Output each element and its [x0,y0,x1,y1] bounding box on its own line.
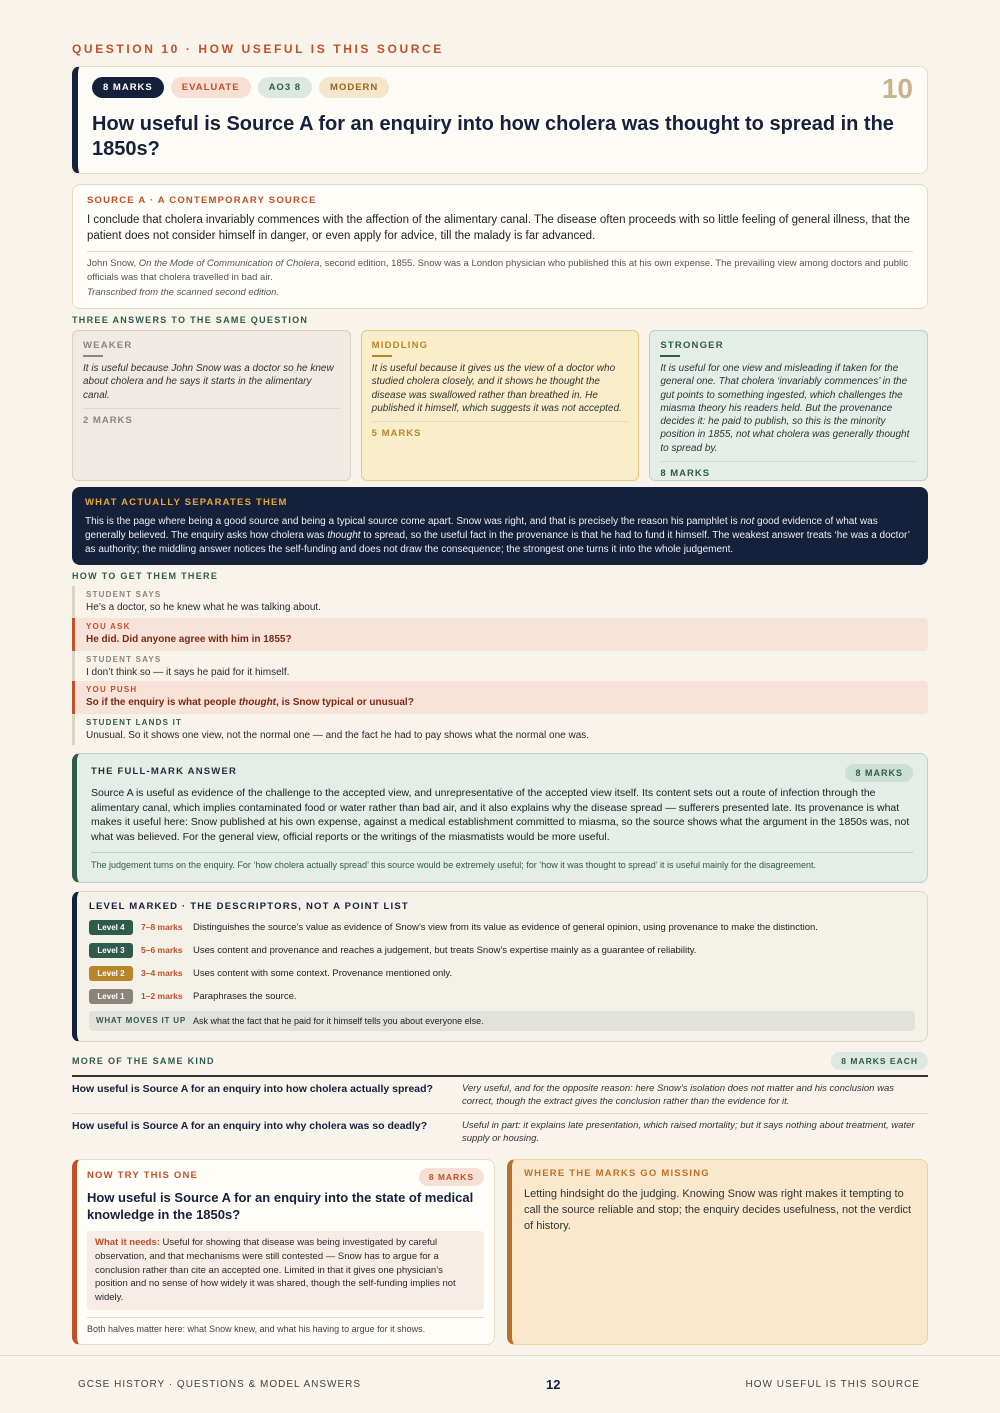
speaker-label: STUDENT SAYS [86,590,162,599]
level-badge: Level 4 [89,920,133,935]
more-answer: Useful in part: it explains late presentation, which raised mortality; but it says nothing about treatment, water supply or housing. [462,1120,915,1144]
speaker-line: Unusual. So it shows one view, not the normal one — and the fact he had to pay shows what the normal one was. [86,730,590,741]
separates-panel [72,487,928,565]
attribution-author: John Snow, [87,258,139,269]
more-list [72,1077,928,1150]
more-badge: 8 MARKS EACH [831,1052,928,1070]
separates-part: good evidence of what was generally believed. The enquiry asks how cholera was [85,516,878,541]
more-question: How useful is Source A for an enquiry into why cholera was so deadly? [72,1120,428,1132]
dialogue-turn-student [72,651,928,681]
divider [372,355,392,357]
dialogue [72,586,928,745]
question-card [72,66,928,174]
level-row [89,942,915,958]
speaker-line [86,696,914,710]
dialogue-turn-teacher [72,618,928,651]
separates-text [85,515,915,557]
speaker-label: YOU ASK [86,622,131,631]
attribution-detail: , second edition, 1855. Snow was a London physician who published this at his own expense. The prevailing view among doctors and public officials was that cholera travelled in bad air. [87,258,909,283]
level-row [89,988,915,1004]
levels-label: LEVEL MARKED · THE DESCRIPTORS, NOT A POINT LIST [89,901,409,912]
separates-label: WHAT ACTUALLY SEPARATES THEM [85,497,288,508]
level-row [89,965,915,981]
level-badge: Level 3 [89,943,133,958]
answer-text: It is useful because John Snow was a doctor so he knew about cholera and he says it starts in the alimentary canal. [83,362,340,409]
full-mark-badge: 8 MARKS [845,764,913,782]
try-marks-badge: 8 MARKS [419,1168,484,1186]
speaker-line: He’s a doctor, so he knew what he was talking about. [86,602,321,613]
footer-left: GCSE HISTORY · QUESTIONS & MODEL ANSWERS [78,1379,362,1390]
moves-label: WHAT MOVES IT UP [96,1016,186,1025]
more-answer: Very useful, and for the opposite reason: here Snow’s isolation does not matter and his conclusion was correct, though the extract gives the conclusion rather than the evidence for it. [462,1083,894,1107]
answer-marks: 8 MARKS [660,468,711,480]
answer-middling [361,330,640,481]
line-part: , is Snow typical or unusual? [276,697,414,708]
more-row [72,1114,928,1150]
source-card [72,184,928,309]
level-range: 1–2 marks [141,991,183,1001]
dialogue-heading: HOW TO GET THEM THERE [72,571,219,581]
level-range: 7–8 marks [141,922,183,932]
dialogue-turn-student-final [72,714,928,745]
try-this-card [72,1159,495,1345]
separates-part: to spread, so the useful fact in the provenance is that he had to fund it himself. The weakest answer treats ‘he was a doctor’ as authority; the middling answer notices the self-funding and does not draw the consequence; the strongest one turns it into the whole judgement. [85,530,910,555]
answer-text: It is useful for one view and misleading if taken for the general one. That cholera ‘invariably commences’ in the gut points to something ingested, which challenges the miasma theory his readers held. But the provenance decides it: he paid to publish, so this is the minority position in 1855, not what cholera was generally thought to spread by. [660,362,917,462]
answer-label: WEAKER [83,340,133,351]
speaker-line: I don’t think so — it says he paid for it himself. [86,667,290,678]
dialogue-turn-teacher [72,681,928,714]
period-tag: MODERN [319,77,389,98]
try-question: How useful is Source A for an enquiry into the state of medical knowledge in the 1850s? [87,1190,474,1222]
ao-tag: AO3 8 [258,77,312,98]
level-badge: Level 1 [89,989,133,1004]
level-description: Paraphrases the source. [193,990,297,1002]
level-descriptors [72,891,928,1042]
speaker-line: He did. Did anyone agree with him in 1855? [86,634,292,645]
separates-emphasis: thought [327,530,361,541]
try-needs [87,1231,484,1310]
marks-missing-card [507,1159,928,1345]
attribution-title: On the Mode of Communication of Cholera [138,258,320,269]
footer-right: HOW USEFUL IS THIS SOURCE [745,1379,920,1390]
level-badge: Level 2 [89,966,133,981]
question-title: How useful is Source A for an enquiry into how cholera was thought to spread in the 1850s? [92,113,894,160]
speaker-label: YOU PUSH [86,685,138,694]
answer-marks: 2 MARKS [83,414,133,426]
source-attribution [87,251,913,285]
more-heading-row [72,1052,928,1077]
separates-emphasis: not [740,516,755,527]
speaker-label: STUDENT SAYS [86,655,162,664]
answer-label: MIDDLING [371,340,429,351]
answers-grid [72,330,928,481]
answer-stronger [649,330,928,481]
try-label: NOW TRY THIS ONE [87,1170,199,1181]
answer-label: STRONGER [660,340,724,351]
separates-part: This is the page where being a good source and being a typical source come apart. Snow was right, and that is precisely the reason his pamphlet is [85,516,741,527]
level-description: Uses content and provenance and reaches a judgement, but treats Snow’s expertise mainly as a guarantee of reliability. [193,944,697,956]
full-mark-note: The judgement turns on the enquiry. For ‘how cholera actually spread’ this source would be extremely useful; for ‘how it was thought to spread’ it is useful mainly for the disagreement. [91,852,913,870]
line-emphasis: thought [238,697,277,708]
section-kicker: QUESTION 10 · HOW USEFUL IS THIS SOURCE [72,42,444,56]
question-number: 10 [881,73,913,104]
source-label: SOURCE A · A CONTEMPORARY SOURCE [87,195,317,206]
more-row [72,1077,928,1114]
full-mark-text: Source A is useful as evidence of the challenge to the accepted view, and unrepresentative of the accepted view itself. Its content sets out a route of infection through the alimentary canal, which implies contaminated food or water rather than bad air, and it also explains why the disease spread — sufferers presented late. Its provenance is what makes it useful here: Snow published at his own expense, against a medical establishment committed to miasma, so the source shows what the argument in the 1850s was, not what was believed. For the general view, official reports or the writings of the miasmatists would be more useful. [91,787,910,843]
speaker-label: STUDENT LANDS IT [86,718,183,727]
marks-tag: 8 MARKS [92,77,164,98]
full-mark-label: THE FULL-MARK ANSWER [91,766,238,777]
needs-text: Useful for showing that disease was being investigated by careful observation, and that mechanisms were still contested — Snow has to argue for a conclusion rather than cite an accepted one. Limited in that it gives one physician’s position and no sense of how widely it was shared, though the self-funding implies not widely. [95,1237,456,1304]
answers-heading: THREE ANSWERS TO THE SAME QUESTION [72,315,309,325]
full-mark-answer [72,753,928,883]
source-transcription-note: Transcribed from the scanned second edition. [87,287,280,298]
level-row [89,919,915,935]
level-range: 3–4 marks [141,968,183,978]
answer-marks: 5 MARKS [371,428,422,440]
moves-it-up [89,1011,915,1031]
missing-label: WHERE THE MARKS GO MISSING [524,1168,710,1179]
line-part: So if the enquiry is what people [86,697,239,708]
answer-weaker [72,330,351,481]
level-description: Distinguishes the source’s value as evidence of Snow’s view from its value as evidence of general opinion, using provenance to make the distinction. [193,921,818,933]
bottom-row [72,1159,928,1345]
more-heading: MORE OF THE SAME KIND [72,1056,215,1066]
dialogue-turn-student [72,586,928,618]
page-number: 12 [546,1377,561,1392]
more-question: How useful is Source A for an enquiry into how cholera actually spread? [72,1083,433,1095]
needs-label: What it needs: [95,1237,160,1248]
divider [83,355,103,357]
divider [660,355,680,357]
try-footnote: Both halves matter here: what Snow knew, and what his having to argue for it shows. [87,1317,484,1334]
level-range: 5–6 marks [141,945,183,955]
moves-text: Ask what the fact that he paid for it himself tells you about everyone else. [192,1016,484,1026]
skill-tag: EVALUATE [171,77,251,98]
source-quote: I conclude that cholera invariably commences with the affection of the alimentary canal. The disease often proceeds with so little feeling of general illness, that the patient does not consider himself in danger, or even apply for advice, till the malady is far advanced. [87,214,910,242]
missing-text: Letting hindsight do the judging. Knowing Snow was right makes it tempting to call the source reliable and stop; the enquiry decides usefulness, not the verdict of history. [524,1188,912,1232]
level-description: Uses content with some context. Provenance mentioned only. [193,967,453,979]
page-footer [0,1355,1000,1413]
answer-text: It is useful because it gives us the view of a doctor who studied cholera closely, and it shows he thought the disease was swallowed rather than breathed in. He published it himself, which suggests it was not accepted. [372,362,629,422]
question-tags [92,77,909,98]
